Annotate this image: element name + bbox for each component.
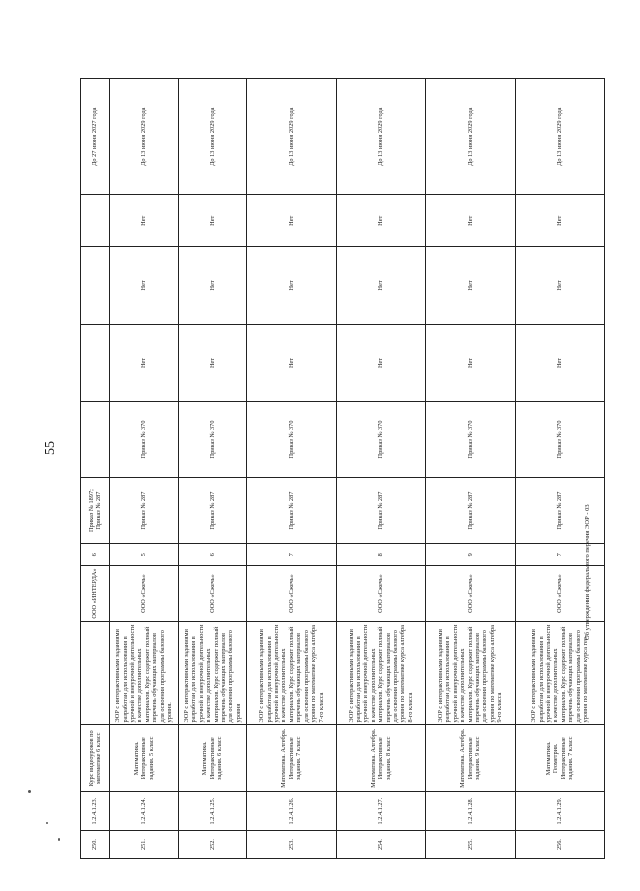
footnote: Об утверждении федерального перечня ЭОР - 03 bbox=[584, 504, 591, 640]
scan-speck bbox=[46, 822, 48, 824]
flag-column-10: Нет bbox=[426, 247, 515, 325]
grade: 6 bbox=[178, 544, 247, 566]
flag-column-10: Нет bbox=[247, 247, 336, 325]
organization: ООО «ИНТЕРДА» bbox=[81, 566, 110, 622]
row-number: 255. bbox=[426, 831, 515, 859]
resource-table bbox=[80, 78, 605, 859]
grade: 5 bbox=[110, 544, 179, 566]
resource-description: ЭОР с интерактивными заданиями разработан для использования в урочной и внеурочной деятельности в качестве дополнительных материалов. Курс содержит полный перечень обучающих материалов для освоения программы базового уровня по математике курса гео- bbox=[515, 622, 604, 725]
row-number: 250. bbox=[81, 831, 110, 859]
flag-column-9: Нет bbox=[426, 324, 515, 402]
row-number: 252. bbox=[178, 831, 247, 859]
flag-column-9: Нет bbox=[110, 324, 179, 402]
flag-column-11: Нет bbox=[336, 195, 425, 247]
order-ref-1: Приказ № 287 bbox=[515, 477, 604, 544]
resource-description: ЭОР с интерактивными заданиями разработан для использования в урочной и внеурочной деятельности в качестве дополнительных материалов. Курс содержит полный перечень обучающих материалов для освоения программы базового уровня bbox=[178, 622, 247, 725]
resource-name: Математика. Интерактивные задания. 6 класс bbox=[178, 725, 247, 792]
scan-speck bbox=[28, 790, 31, 793]
grade: 7 bbox=[515, 544, 604, 566]
row-code: 1.2.4.1.29. bbox=[515, 792, 604, 831]
flag-column-11: Нет bbox=[110, 195, 179, 247]
flag-column-11: Нет bbox=[515, 195, 604, 247]
table-row bbox=[178, 79, 247, 859]
validity-term: До 13 июня 2029 года bbox=[515, 79, 604, 195]
row-code: 1.2.4.1.27. bbox=[336, 792, 425, 831]
validity-term: До 27 июня 2027 года bbox=[81, 79, 110, 195]
order-ref-2 bbox=[81, 402, 110, 477]
organization: ООО «Сжечь» bbox=[110, 566, 179, 622]
order-ref-2: Приказ № 370 bbox=[247, 402, 336, 477]
flag-column-10: Нет bbox=[515, 247, 604, 325]
resource-name: Математика. Геометрия. Интерактивные задания. 7 класс bbox=[515, 725, 604, 792]
flag-column-11 bbox=[81, 195, 110, 247]
flag-column-11: Нет bbox=[247, 195, 336, 247]
flag-column-11: Нет bbox=[426, 195, 515, 247]
row-code: 1.2.4.1.24. bbox=[110, 792, 179, 831]
flag-column-10: Нет bbox=[178, 247, 247, 325]
page-number: 55 bbox=[43, 441, 58, 455]
flag-column-9: Нет bbox=[336, 324, 425, 402]
grade: 7 bbox=[247, 544, 336, 566]
order-ref-1: Приказ № 1897; Приказ № 287 bbox=[81, 477, 110, 544]
order-ref-2: Приказ № 370 bbox=[426, 402, 515, 477]
flag-column-11: Нет bbox=[178, 195, 247, 247]
grade: 8 bbox=[336, 544, 425, 566]
flag-column-10 bbox=[81, 247, 110, 325]
order-ref-2: Приказ № 370 bbox=[178, 402, 247, 477]
resource-description: ЭОР с интерактивными заданиями разработан для использования в урочной и внеурочной деятельности в качестве дополнительных материалов. Курс содержит полный перечень обучающих материалов для освоения программы базового уровня по математике курса алгебра 8-го класса bbox=[336, 622, 425, 725]
flag-column-9: Нет bbox=[515, 324, 604, 402]
grade: 9 bbox=[426, 544, 515, 566]
validity-term: До 13 июня 2029 года bbox=[110, 79, 179, 195]
flag-column-9 bbox=[81, 324, 110, 402]
validity-term: До 13 июня 2029 года bbox=[426, 79, 515, 195]
organization: ООО «Сжечь» bbox=[247, 566, 336, 622]
table-row bbox=[426, 79, 515, 859]
order-ref-1: Приказ № 287 bbox=[247, 477, 336, 544]
flag-column-10: Нет bbox=[336, 247, 425, 325]
table-row bbox=[110, 79, 179, 859]
order-ref-1: Приказ № 287 bbox=[426, 477, 515, 544]
resource-name: Математика. Алгебра. Интерактивные задания. 7 класс bbox=[247, 725, 336, 792]
row-number: 254. bbox=[336, 831, 425, 859]
validity-term: До 13 июня 2029 года bbox=[178, 79, 247, 195]
organization: ООО «Сжечь» bbox=[515, 566, 604, 622]
scan-speck bbox=[58, 838, 60, 841]
row-code: 1.2.4.1.26. bbox=[247, 792, 336, 831]
order-ref-2: Приказ № 370 bbox=[515, 402, 604, 477]
row-number: 251. bbox=[110, 831, 179, 859]
order-ref-1: Приказ № 287 bbox=[178, 477, 247, 544]
resource-name: Математика. Алгебра. Интерактивные задания. 8 класс bbox=[336, 725, 425, 792]
table-row bbox=[336, 79, 425, 859]
grade: 6 bbox=[81, 544, 110, 566]
flag-column-9: Нет bbox=[247, 324, 336, 402]
resource-description bbox=[81, 622, 110, 725]
resource-description: ЭОР с интерактивными заданиями разработан для использования в урочной и внеурочной деятельности в качестве дополнительных материалов. Курс содержит полный перечень обучающих материалов для освоения программы базового уровня. bbox=[110, 622, 179, 725]
row-code: 1.2.4.1.28. bbox=[426, 792, 515, 831]
resource-name: Математика. Алгебра. Интерактивные задания. 9 класс bbox=[426, 725, 515, 792]
order-ref-2: Приказ № 370 bbox=[336, 402, 425, 477]
validity-term: До 13 июня 2029 года bbox=[247, 79, 336, 195]
table-row bbox=[81, 79, 110, 859]
organization: ООО «Сжечь» bbox=[178, 566, 247, 622]
resource-description: ЭОР с интерактивными заданиями разработан для использования в урочной и внеурочной деятельности в качестве дополнительных материалов. Курс содержит полный перечень обучающих материалов для освоения программы базового уровня по математике курса алгебра 7-го класса bbox=[247, 622, 336, 725]
order-ref-1: Приказ № 287 bbox=[336, 477, 425, 544]
flag-column-9: Нет bbox=[178, 324, 247, 402]
table-row bbox=[247, 79, 336, 859]
row-number: 256. bbox=[515, 831, 604, 859]
table-row bbox=[515, 79, 604, 859]
resource-name: Математика. Интерактивные задания. 5 класс bbox=[110, 725, 179, 792]
row-code: 1.2.4.1.25. bbox=[178, 792, 247, 831]
rotated-table-container bbox=[80, 78, 605, 859]
validity-term: До 13 июня 2029 года bbox=[336, 79, 425, 195]
flag-column-10: Нет bbox=[110, 247, 179, 325]
resource-name: Курс видеоуроков по математике 6 класс bbox=[81, 725, 110, 792]
organization: ООО «Сжечь» bbox=[426, 566, 515, 622]
organization: ООО «Сжечь» bbox=[336, 566, 425, 622]
order-ref-2: Приказ № 370 bbox=[110, 402, 179, 477]
order-ref-1: Приказ № 287 bbox=[110, 477, 179, 544]
row-number: 253. bbox=[247, 831, 336, 859]
resource-description: ЭОР с интерактивными заданиями разработан для использования в урочной и внеурочной деятельности в качестве дополнительных материалов. Курс содержит полный перечень обучающих материалов для освоения программы базового уровня по математике курса алгебра 9-го класса bbox=[426, 622, 515, 725]
row-code: 1.2.4.1.23. bbox=[81, 792, 110, 831]
